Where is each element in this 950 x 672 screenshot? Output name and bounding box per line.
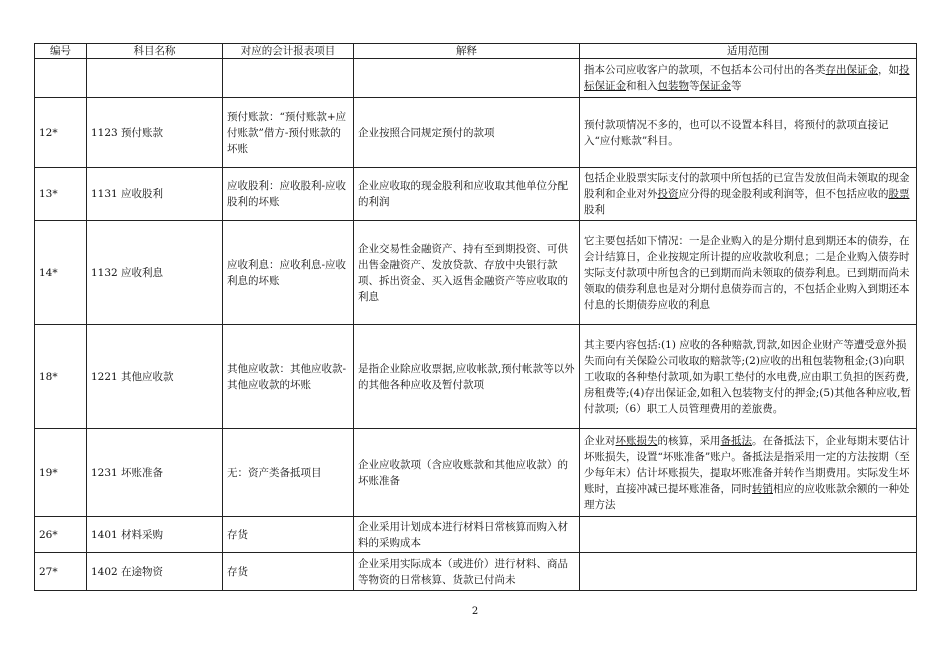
scope-text: 等 (731, 80, 742, 92)
scope-text: 。在备抵法下，企业每期末要估计坏账损失，设置“坏账准备”账户。备抵法是指采用一定的方法按期（至少每年末）估计坏账损失，提取坏账准备并转作当期费用。实际发生坏账时，直接冲减已提坏账准备，同时 (584, 434, 910, 495)
underlined-term: 包装物 (657, 80, 689, 92)
scope-text: 指本公司应收客户的款项，不包括本公司付出的各类 (584, 64, 826, 76)
underlined-term: 转销 (752, 482, 773, 495)
underlined-term: 存出保证金 (825, 64, 878, 76)
row-no (35, 59, 87, 98)
header-scope: 适用范围 (580, 44, 917, 59)
row-report-item: 存货 (223, 517, 354, 553)
row-scope (580, 59, 917, 98)
table-row (35, 98, 917, 168)
row-scope (580, 98, 917, 168)
accounting-subjects-table (34, 43, 917, 591)
underlined-term: 保证金 (699, 80, 731, 92)
row-report-item (223, 59, 354, 98)
row-name (87, 59, 223, 98)
scope-text: 预付款项情况不多的，也可以不设置本科目，将预付的款项直接记入“应付账款”科目。 (584, 118, 889, 147)
row-explanation: 企业交易性金融资产、持有至到期投资、可供出售金融资产、发放贷款、存放中央银行款项、拆出资金、买入返售金融资产等应收取的利息 (354, 221, 580, 325)
row-name: 1231 坏账准备 (87, 429, 223, 517)
table-row (35, 553, 917, 591)
row-name: 1132 应收利息 (87, 221, 223, 325)
row-report-item: 应收股利：应收股利-应收股利的坏账 (223, 168, 354, 221)
row-no: 18* (35, 325, 87, 429)
scope-text: 等 (689, 80, 700, 92)
table-row (35, 517, 917, 553)
row-scope (580, 221, 917, 325)
scope-text: 的核算，采用 (657, 434, 721, 447)
header-report-item: 对应的会计报表项目 (223, 44, 354, 59)
scope-text: 股利 (584, 204, 605, 216)
row-no: 14* (35, 221, 87, 325)
row-explanation: 企业采用实际成本（或进价）进行材料、商品等物资的日常核算、货款已付尚未 (354, 553, 580, 591)
table-row (35, 168, 917, 221)
row-name: 1221 其他应收款 (87, 325, 223, 429)
row-explanation: 企业应收款项（含应收账款和其他应收款）的坏账准备 (354, 429, 580, 517)
underlined-term: 坏账损失 (615, 434, 658, 447)
row-name: 1401 材料采购 (87, 517, 223, 553)
table-row (35, 59, 917, 98)
row-name: 1123 预付账款 (87, 98, 223, 168)
table-row (35, 221, 917, 325)
scope-text: 企业对 (584, 434, 616, 447)
table-row (35, 429, 917, 517)
row-scope (580, 325, 917, 429)
row-scope (580, 517, 917, 553)
scope-text: ，如 (878, 64, 899, 76)
row-report-item: 存货 (223, 553, 354, 591)
row-scope (580, 168, 917, 221)
row-scope (580, 553, 917, 591)
row-report-item: 应收利息：应收利息-应收利息的坏账 (223, 221, 354, 325)
scope-text: 和租入 (626, 80, 658, 92)
row-explanation: 是指企业除应收票据,应收帐款,预付帐款等以外的其他各种应收及暂付款项 (354, 325, 580, 429)
row-no: 19* (35, 429, 87, 517)
scope-text: 相应的应收账款余额的一种处理方法 (584, 482, 910, 511)
row-report-item: 无：资产类备抵项目 (223, 429, 354, 517)
scope-text: 包括企业股票实际支付的款项中所包括的已宣告发放但尚未领取的现金股利和企业对外 (584, 172, 910, 200)
row-name: 1131 应收股利 (87, 168, 223, 221)
row-explanation: 企业采用计划成本进行材料日常核算而购入材料的采购成本 (354, 517, 580, 553)
table-row (35, 325, 917, 429)
header-name: 科目名称 (87, 44, 223, 59)
row-explanation: 企业应收取的现金股利和应收取其他单位分配的利润 (354, 168, 580, 221)
row-report-item: 预付账款：“预付账款+应付账款”借方-预付账款的坏账 (223, 98, 354, 168)
row-scope (580, 429, 917, 517)
row-name: 1402 在途物资 (87, 553, 223, 591)
row-no: 12* (35, 98, 87, 168)
row-explanation: 企业按照合同规定预付的款项 (354, 98, 580, 168)
page-number: 2 (471, 606, 479, 617)
underlined-term: 备抵法 (720, 434, 752, 447)
row-explanation (354, 59, 580, 98)
underlined-term: 投资 (657, 188, 679, 200)
underlined-term: 股票 (888, 188, 910, 200)
row-no: 27* (35, 553, 87, 591)
row-report-item: 其他应收款：其他应收款-其他应收款的坏账 (223, 325, 354, 429)
table-header-row (35, 44, 917, 59)
row-no: 26* (35, 517, 87, 553)
header-explanation: 解释 (354, 44, 580, 59)
scope-text: 其主要内容包括:(1) 应收的各种赔款,罚款,如因企业财产等遭受意外损失而向有关保险公司收取的赔款等;(2)应收的出租包装物租金;(3)向职工收取的各种垫付款项,如为职工垫付的水电费,应由职工负担的医药费,房租费等;(4)存出保证金,如租入包装物支付的押金;(5)其他各种应收,暂付款项;（6）职工人员管理费用的差旅费。 (584, 338, 911, 415)
row-no: 13* (35, 168, 87, 221)
underlined-term: 投标保证金 (584, 64, 910, 92)
header-no: 编号 (35, 44, 87, 59)
scope-text: 应分得的现金股利或利润等，但不包括应收的 (678, 188, 889, 200)
scope-text: 它主要包括如下情况：一是企业购入的是分期付息到期还本的债券，在会计结算日，企业按规定所计提的应收款收利息；二是企业购入债券时实际支付款项中所包含的已到期而尚未领取的债券利息。已到期而尚未领取的债券利息也是对分期付息债券而言的，不包括企业购入到期还本付息的长期债券应收的利息 (584, 234, 910, 311)
